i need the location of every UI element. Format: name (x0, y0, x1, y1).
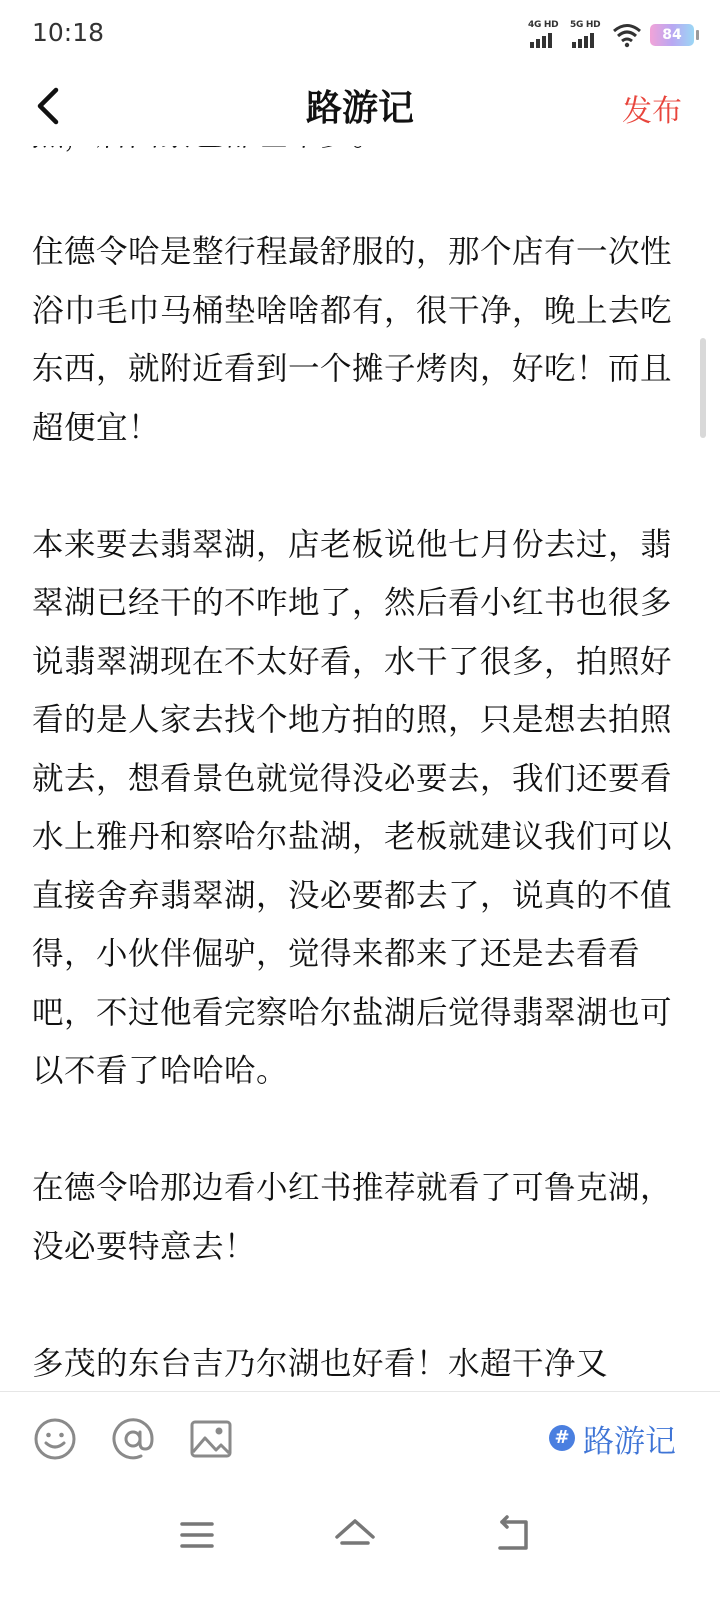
mention-icon[interactable] (110, 1416, 156, 1462)
home-icon[interactable] (330, 1510, 380, 1560)
article-text-area[interactable] (32, 146, 682, 1391)
battery-icon: 84 (650, 24, 694, 46)
scrollbar[interactable] (700, 338, 706, 438)
article-paragraph: 住德令哈是整行程最舒服的，那个店有一次性浴巾毛巾马桶垫啥啥都有，很干净，晚上去吃东西，就附近看到一个摊子烤肉，好吃！而且超便宜！ (32, 234, 673, 446)
editor-toolbar (0, 1391, 720, 1487)
status-time: 10:18 (32, 18, 105, 47)
topic-tag-button[interactable] (549, 1416, 676, 1460)
menu-icon[interactable] (172, 1510, 222, 1560)
top-nav-bar (0, 66, 720, 146)
emoji-icon[interactable] (32, 1416, 78, 1462)
hashtag-icon: # (549, 1425, 575, 1451)
wifi-icon (612, 22, 642, 48)
image-icon[interactable] (188, 1416, 234, 1462)
system-navigation-bar (0, 1486, 720, 1600)
network-label: 4G HD (528, 20, 559, 30)
back-icon[interactable] (488, 1510, 538, 1560)
article-paragraph: 多茂的东台吉乃尔湖也好看！水超干净又 (32, 1345, 609, 1382)
page-title: 路游记 (305, 88, 414, 129)
publish-button[interactable]: 发布 (622, 94, 682, 129)
status-icons (528, 20, 694, 48)
topic-tag-label: 路游记 (583, 1423, 676, 1460)
network-label: 5G HD (570, 20, 601, 30)
status-bar (0, 0, 720, 66)
signal-icon (528, 22, 562, 48)
signal-icon (570, 22, 604, 48)
article-paragraph: 在德令哈那边看小红书推荐就看了可鲁克湖，没必要特意去！ (32, 1170, 673, 1265)
article-paragraph: 本来要去翡翠湖，店老板说他七月份去过，翡翠湖已经干的不咋地了，然后看小红书也很多说翡翠湖现在不太好看，水干了很多，拍照好看的是人家去找个地方拍的照，只是想去拍照就去，想看景色就觉得没必要去，我们还要看水上雅丹和察哈尔盐湖，老板就建议我们可以直接舍弃翡翠湖，没必要都去了，说真的不值得，小伙伴倔驴，觉得来都来了还是去看看吧，不过他看完察哈尔盐湖后觉得翡翠湖也可以不看了哈哈哈。 (32, 526, 673, 1089)
